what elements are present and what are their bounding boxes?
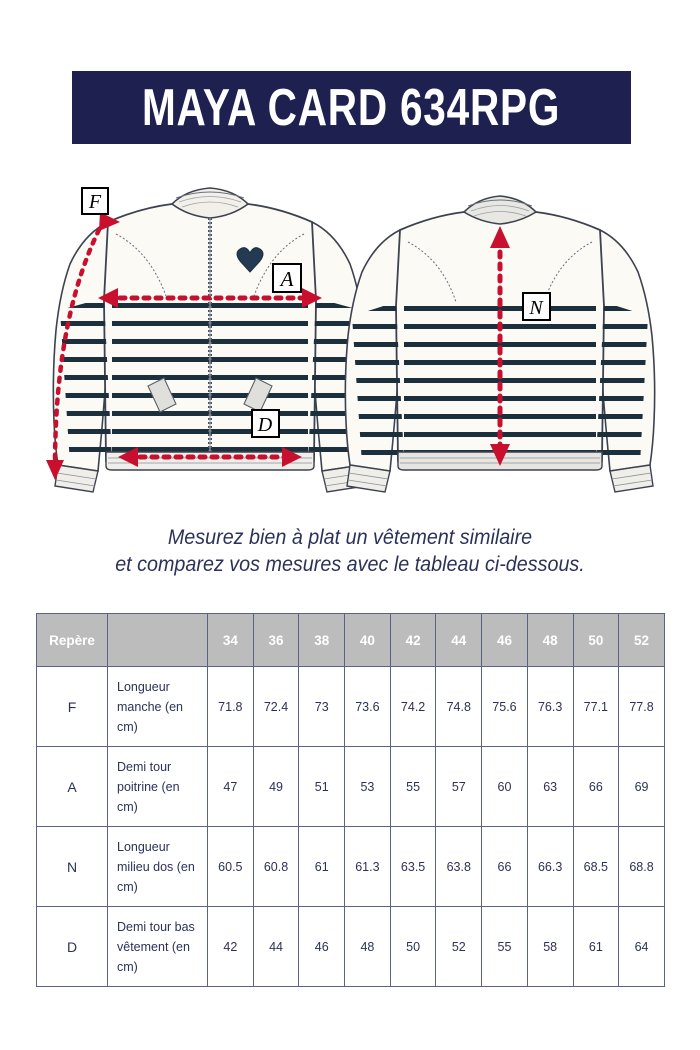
cell-value: 44 <box>253 907 299 987</box>
row-label: Longueur milieu dos (en cm) <box>108 827 208 907</box>
cell-value: 66 <box>482 827 528 907</box>
cell-value: 55 <box>390 747 436 827</box>
cell-value: 73 <box>299 667 345 747</box>
cell-value: 64 <box>619 907 665 987</box>
cell-value: 60.8 <box>253 827 299 907</box>
cell-value: 69 <box>619 747 665 827</box>
cell-value: 75.6 <box>482 667 528 747</box>
marker-label-F: F <box>88 191 102 213</box>
cell-value: 52 <box>436 907 482 987</box>
title-banner <box>72 71 631 144</box>
row-label: Demi tour poitrine (en cm) <box>108 747 208 827</box>
header-mark: Repère <box>37 614 108 667</box>
cell-value: 50 <box>390 907 436 987</box>
row-label: Demi tour bas vêtement (en cm) <box>108 907 208 987</box>
row-mark: D <box>37 907 108 987</box>
marker-box-A <box>273 264 301 292</box>
cell-value: 74.2 <box>390 667 436 747</box>
header-size-48: 48 <box>527 614 573 667</box>
row-mark: A <box>37 747 108 827</box>
table-header-row <box>37 614 665 667</box>
marker-box-D <box>252 410 279 437</box>
table-row <box>37 747 665 827</box>
cell-value: 47 <box>208 747 254 827</box>
marker-box-F <box>82 188 108 214</box>
cell-value: 51 <box>299 747 345 827</box>
table-row <box>37 827 665 907</box>
cell-value: 68.8 <box>619 827 665 907</box>
header-size-36: 36 <box>253 614 299 667</box>
measurement-instructions <box>0 524 700 578</box>
cell-value: 66.3 <box>527 827 573 907</box>
cell-value: 61 <box>299 827 345 907</box>
cell-value: 77.1 <box>573 667 619 747</box>
cell-value: 63.8 <box>436 827 482 907</box>
cell-value: 74.8 <box>436 667 482 747</box>
cell-value: 48 <box>345 907 391 987</box>
instruction-line-2: et comparez vos mesures avec le tableau ci-dessous. <box>115 553 585 576</box>
cell-value: 66 <box>573 747 619 827</box>
cell-value: 58 <box>527 907 573 987</box>
cell-value: 63 <box>527 747 573 827</box>
back-view-group <box>342 196 660 492</box>
header-size-42: 42 <box>390 614 436 667</box>
cell-value: 72.4 <box>253 667 299 747</box>
cell-value: 42 <box>208 907 254 987</box>
marker-box-N <box>523 293 550 320</box>
cell-value: 68.5 <box>573 827 619 907</box>
cell-value: 55 <box>482 907 528 987</box>
cell-value: 77.8 <box>619 667 665 747</box>
row-mark: F <box>37 667 108 747</box>
header-size-46: 46 <box>482 614 528 667</box>
header-size-38: 38 <box>299 614 345 667</box>
cell-value: 60 <box>482 747 528 827</box>
instruction-line-1: Mesurez bien à plat un vêtement similaire <box>167 526 533 549</box>
garment-illustration <box>0 160 700 510</box>
cell-value: 60.5 <box>208 827 254 907</box>
header-size-52: 52 <box>619 614 665 667</box>
marker-label-A: A <box>280 267 294 291</box>
cell-value: 71.8 <box>208 667 254 747</box>
header-size-44: 44 <box>436 614 482 667</box>
header-size-50: 50 <box>573 614 619 667</box>
cell-value: 61.3 <box>345 827 391 907</box>
front-view-group <box>46 188 370 492</box>
cell-value: 63.5 <box>390 827 436 907</box>
row-label: Longueur manche (en cm) <box>108 667 208 747</box>
cell-value: 61 <box>573 907 619 987</box>
header-size-34: 34 <box>208 614 254 667</box>
table-row <box>37 907 665 987</box>
marker-label-D: D <box>257 414 273 436</box>
table-row <box>37 667 665 747</box>
cell-value: 53 <box>345 747 391 827</box>
cell-value: 73.6 <box>345 667 391 747</box>
row-mark: N <box>37 827 108 907</box>
header-size-40: 40 <box>345 614 391 667</box>
size-chart-table <box>36 613 665 987</box>
cell-value: 76.3 <box>527 667 573 747</box>
cell-value: 46 <box>299 907 345 987</box>
header-description <box>108 614 208 667</box>
page-title: MAYA CARD 634RPG <box>142 78 561 137</box>
cell-value: 57 <box>436 747 482 827</box>
marker-label-N: N <box>529 297 543 319</box>
cell-value: 49 <box>253 747 299 827</box>
